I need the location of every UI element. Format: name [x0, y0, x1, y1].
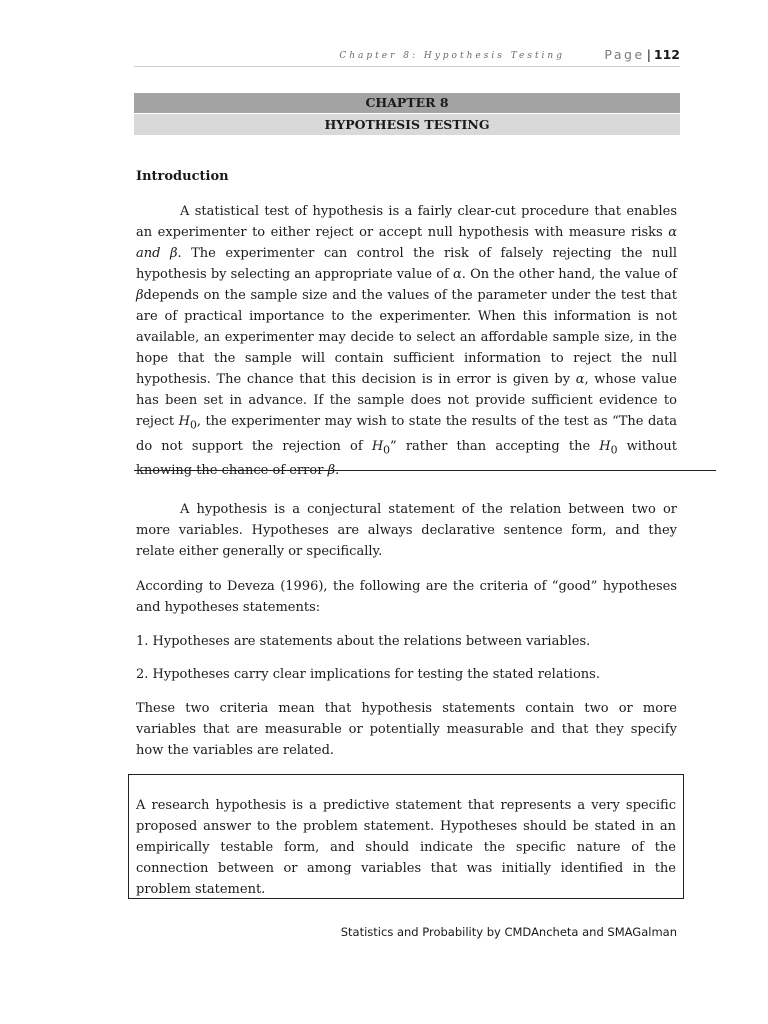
page-number-block	[604, 47, 680, 62]
running-chapter-title: Chapter 8: Hypothesis Testing	[339, 51, 565, 61]
chapter-title-banner: HYPOTHESIS TESTING	[134, 114, 680, 135]
criterion-item-1: 1. Hypotheses are statements about the relations between variables.	[136, 634, 591, 649]
text-run: A statistical test of hypothesis is a fairly clear-cut procedure that enables an experimenter to either reject or accept null hypothesis with measure risks	[136, 204, 677, 240]
math-h0: H	[599, 438, 611, 454]
math-h0: H	[178, 414, 190, 429]
math-h0: H	[371, 438, 384, 454]
criteria-intro-paragraph: According to Deveza (1996), the following are the criteria of “good” hypotheses and hypotheses statements:	[136, 579, 677, 615]
introduction-heading: Introduction	[136, 169, 229, 184]
text-run: .	[335, 463, 340, 479]
text-run: , whose value has been set in advance. If the sample does not provide sufficient evidence to reject	[136, 372, 677, 429]
math-subscript: 0	[383, 443, 391, 457]
page-label: Page	[604, 47, 645, 62]
text-run: without knowing the chance of error	[136, 438, 677, 479]
page-number: 112	[653, 47, 680, 62]
header-bar	[134, 46, 680, 66]
math-subscript: 0	[189, 418, 197, 432]
research-hypothesis-box	[128, 774, 684, 899]
math-beta: β	[136, 288, 144, 303]
introduction-paragraph	[136, 201, 677, 481]
hypothesis-definition-paragraph: A hypothesis is a conjectural statement of the relation between two or more variables. Hypotheses are always declarative sentence form, and they relate either generally or specifically.	[136, 502, 677, 559]
math-subscript: 0	[610, 443, 618, 457]
text-run: . The experimenter can control the risk of falsely rejecting the null hypothesis by selecting an appropriate value of	[136, 246, 678, 282]
section-divider	[134, 470, 716, 471]
math-alpha-beta: α and β	[136, 225, 677, 261]
criteria-meaning-paragraph: These two criteria mean that hypothesis statements contain two or more variables that are measurable or potentially measurable and that they specify how the variables are related.	[136, 701, 677, 758]
math-alpha: α	[453, 267, 462, 282]
header-rule	[134, 66, 680, 67]
page-footer: Statistics and Probability by CMDAncheta and SMAGalman	[340, 925, 677, 939]
text-run: ” rather than accepting the	[390, 438, 600, 454]
chapter-number-banner: CHAPTER 8	[134, 93, 680, 113]
text-run: , the experimenter may wish to state the results of the test as “The data do not support the rejection of	[136, 414, 677, 454]
text-run: depends on the sample size and the values of the parameter under the test that are of practical importance to the experimenter. When this information is not available, an experimenter may decide to select an affordable sample size, in the hope that the sample will contain sufficient information to reject the null hypothesis. The chance that this decision is in error is given by	[136, 288, 677, 387]
math-alpha: α	[575, 372, 585, 387]
text-run: . On the other hand, the value of	[461, 267, 678, 282]
page-separator: |	[646, 47, 651, 62]
research-hypothesis-text: A research hypothesis is a predictive statement that represents a very specific proposed answer to the problem statement. Hypotheses should be stated in an empirically testable form, and should indicate the specific nature of the connection between or among variables that was initially identified in the problem statement.	[136, 798, 676, 897]
criterion-item-2: 2. Hypotheses carry clear implications for testing the stated relations.	[136, 667, 600, 682]
math-beta: β	[327, 463, 336, 479]
